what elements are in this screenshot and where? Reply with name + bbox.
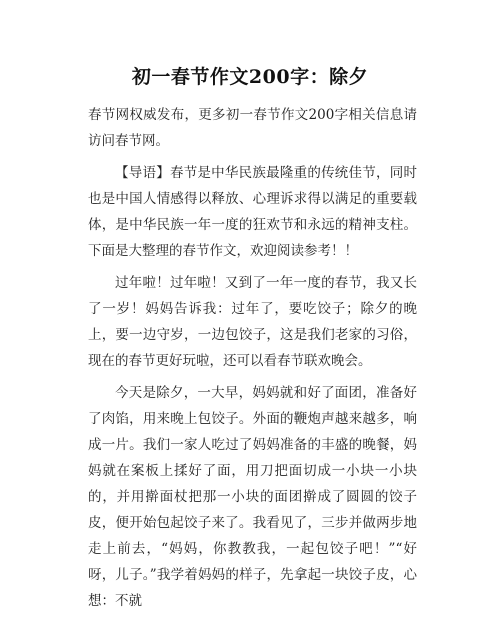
intro-paragraph: 春节网权威发布，更多初一春节作文200字相关信息请访问春节网。 — [88, 107, 417, 149]
document-title: 初一春节作文200字：除夕 — [131, 66, 369, 88]
document-body — [88, 102, 417, 620]
body-paragraph: 今天是除夕，一大早，妈妈就和好了面团，准备好了肉馅，用来晚上包饺子。外面的鞭炮声越来越多，响成一片。我们一家人吃过了妈妈准备的丰盛的晚餐，妈妈就在案板上揉好了面，用刀把面切成一小块一小块的，并用擀面杖把那一小块的面团擀成了圆圆的饺子皮，便开始包起饺子来了。我看见了，三步并做两步地走上前去，“妈妈，你教教我，一起包饺子吧！”“好呀，儿子。”我学着妈妈的样子，先拿起一块饺子皮，心想：不就 — [88, 385, 417, 609]
guide-paragraph: 【导语】春节是中华民族最隆重的传统佳节，同时也是中国人情感得以释放、心理诉求得以满足的重要载体，是中华民族一年一度的狂欢节和永远的精神支柱。下面是大整理的春节作文，欢迎阅读参考！！ — [88, 165, 417, 259]
body-paragraph: 过年啦！过年啦！又到了一年一度的春节，我又长了一岁！妈妈告诉我：过年了，要吃饺子；除夕的晚上，要一边守岁，一边包饺子，这是我们老家的习俗，现在的春节更好玩啦，还可以看春节联欢晚会。 — [88, 275, 417, 369]
